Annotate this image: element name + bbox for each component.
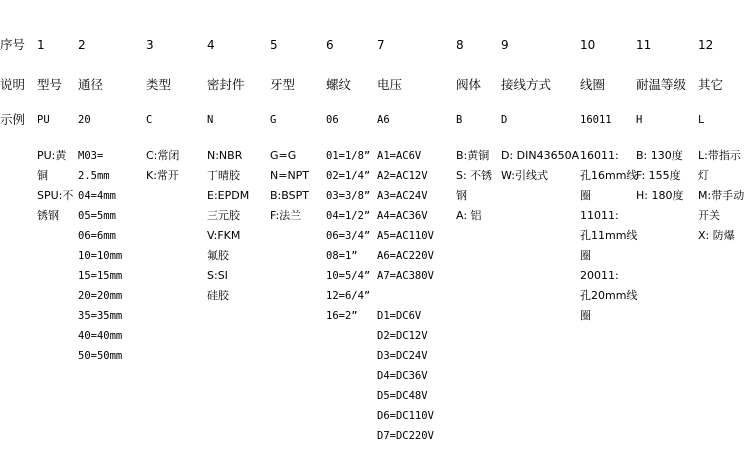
col8-number: 8	[456, 38, 464, 52]
col7-example: A6	[377, 114, 390, 126]
option: 丁晴胶	[207, 169, 240, 182]
option: 12=6/4”	[326, 290, 371, 302]
col3-description: 类型	[146, 77, 172, 92]
col1-number: 1	[37, 38, 45, 52]
option: A7=AC380V	[377, 270, 434, 282]
option: 35=35mm	[78, 310, 123, 322]
option: W:引线式	[501, 169, 548, 182]
col7-description: 电压	[377, 77, 403, 92]
option: 08=1”	[326, 250, 358, 262]
col5-options	[270, 146, 309, 226]
option: 40=40mm	[78, 330, 123, 342]
option: 氟胶	[207, 249, 229, 262]
option: 硅胶	[207, 289, 229, 302]
col1-options	[37, 146, 73, 226]
col8-example: B	[456, 114, 463, 126]
option: 01=1/8”	[326, 150, 371, 162]
option: B:BSPT	[270, 189, 309, 202]
option: A2=AC12V	[377, 170, 428, 182]
option: G=G	[270, 149, 297, 162]
col5-example: G	[270, 114, 277, 126]
col4-options	[207, 146, 249, 306]
row-label-number: 序号	[0, 37, 26, 52]
col1-example: PU	[37, 114, 50, 126]
col12-number: 12	[698, 38, 714, 52]
col6-options	[326, 146, 370, 326]
col10-options	[580, 146, 637, 326]
option: 16011:	[580, 149, 619, 162]
col6-description: 螺纹	[326, 77, 352, 92]
option: 三元胶	[207, 209, 240, 222]
option: 10=10mm	[78, 250, 123, 262]
option: 02=1/4”	[326, 170, 371, 182]
option: D4=DC36V	[377, 370, 428, 382]
option: D1=DC6V	[377, 310, 422, 322]
option: 20011:	[580, 269, 619, 282]
option: E:EPDM	[207, 189, 250, 202]
option: L:带指示	[698, 149, 741, 162]
option: 03=3/8”	[326, 190, 371, 202]
option: 孔11mm线	[580, 229, 638, 242]
col7-number: 7	[377, 38, 385, 52]
option: 10=5/4”	[326, 270, 371, 282]
col5-description: 牙型	[270, 77, 296, 92]
col10-description: 线圈	[580, 77, 606, 92]
option: K:常开	[146, 169, 179, 182]
option: A: 铝	[456, 209, 482, 222]
col12-description: 其它	[698, 77, 724, 92]
option: A1=AC6V	[377, 150, 422, 162]
col12-example: L	[698, 114, 705, 126]
col8-description: 阀体	[456, 77, 482, 92]
option: A3=AC24V	[377, 190, 428, 202]
col9-description: 接线方式	[501, 77, 552, 92]
row-label-description: 说明	[0, 77, 26, 92]
col9-options	[501, 146, 579, 186]
col11-number: 11	[636, 38, 652, 52]
col6-example: 06	[326, 114, 339, 126]
col2-options	[78, 146, 122, 366]
option: D: DIN43650A	[501, 149, 580, 162]
option: X: 防爆	[698, 229, 735, 242]
row-label-example: 示例	[0, 112, 26, 127]
option: D5=DC48V	[377, 390, 428, 402]
option: 06=6mm	[78, 230, 116, 242]
col1-description: 型号	[37, 77, 63, 92]
option: F: 155度	[636, 169, 681, 182]
option: A4=AC36V	[377, 210, 428, 222]
col2-example: 20	[78, 114, 91, 126]
option: D6=DC110V	[377, 410, 434, 422]
option: 2.5mm	[78, 170, 110, 182]
col5-number: 5	[270, 38, 278, 52]
col12-options	[698, 146, 744, 246]
option: A6=AC220V	[377, 250, 434, 262]
option: F:法兰	[270, 209, 302, 222]
option: 圈	[580, 309, 591, 322]
option: 灯	[698, 169, 709, 182]
option: 钢	[456, 189, 467, 202]
option: 04=1/2”	[326, 210, 371, 222]
col4-number: 4	[207, 38, 215, 52]
option: 锈钢	[37, 209, 59, 222]
col10-example: 16011	[580, 114, 612, 126]
option: B: 130度	[636, 149, 683, 162]
option: 05=5mm	[78, 210, 116, 222]
col11-options	[636, 146, 683, 206]
col9-example: D	[501, 114, 508, 126]
col10-number: 10	[580, 38, 596, 52]
option: 孔16mm线	[580, 169, 638, 182]
option: 圈	[580, 189, 591, 202]
option: N:NBR	[207, 149, 243, 162]
col4-example: N	[207, 114, 214, 126]
col3-options	[146, 146, 179, 186]
option: 04=4mm	[78, 190, 116, 202]
option: D2=DC12V	[377, 330, 428, 342]
col9-number: 9	[501, 38, 509, 52]
col11-description: 耐温等级	[636, 77, 687, 92]
option: SPU:不	[37, 189, 74, 202]
option: C:常闭	[146, 149, 180, 162]
option: 16=2”	[326, 310, 358, 322]
col11-example: H	[636, 114, 643, 126]
option	[377, 286, 434, 306]
option: H: 180度	[636, 189, 684, 202]
col6-number: 6	[326, 38, 334, 52]
option: 开关	[698, 209, 720, 222]
option: 20=20mm	[78, 290, 123, 302]
option: A5=AC110V	[377, 230, 434, 242]
col3-example: C	[146, 114, 153, 126]
col7-options	[377, 146, 434, 446]
option: M03=	[78, 150, 104, 162]
option: V:FKM	[207, 229, 241, 242]
option: PU:黄	[37, 149, 67, 162]
option: 15=15mm	[78, 270, 123, 282]
option: 11011:	[580, 209, 619, 222]
option: N=NPT	[270, 169, 310, 182]
option: B:黄铜	[456, 149, 490, 162]
col2-description: 通径	[78, 77, 104, 92]
col4-description: 密封件	[207, 77, 245, 92]
option: 06=3/4”	[326, 230, 371, 242]
option: D3=DC24V	[377, 350, 428, 362]
option: S:SI	[207, 269, 228, 282]
col3-number: 3	[146, 38, 154, 52]
option: D7=DC220V	[377, 430, 434, 442]
option: 50=50mm	[78, 350, 123, 362]
option: M:带手动	[698, 189, 745, 202]
option: 铜	[37, 169, 48, 182]
col2-number: 2	[78, 38, 86, 52]
option: 圈	[580, 249, 591, 262]
option: 孔20mm线	[580, 289, 638, 302]
col8-options	[456, 146, 492, 226]
option: S: 不锈	[456, 169, 493, 182]
